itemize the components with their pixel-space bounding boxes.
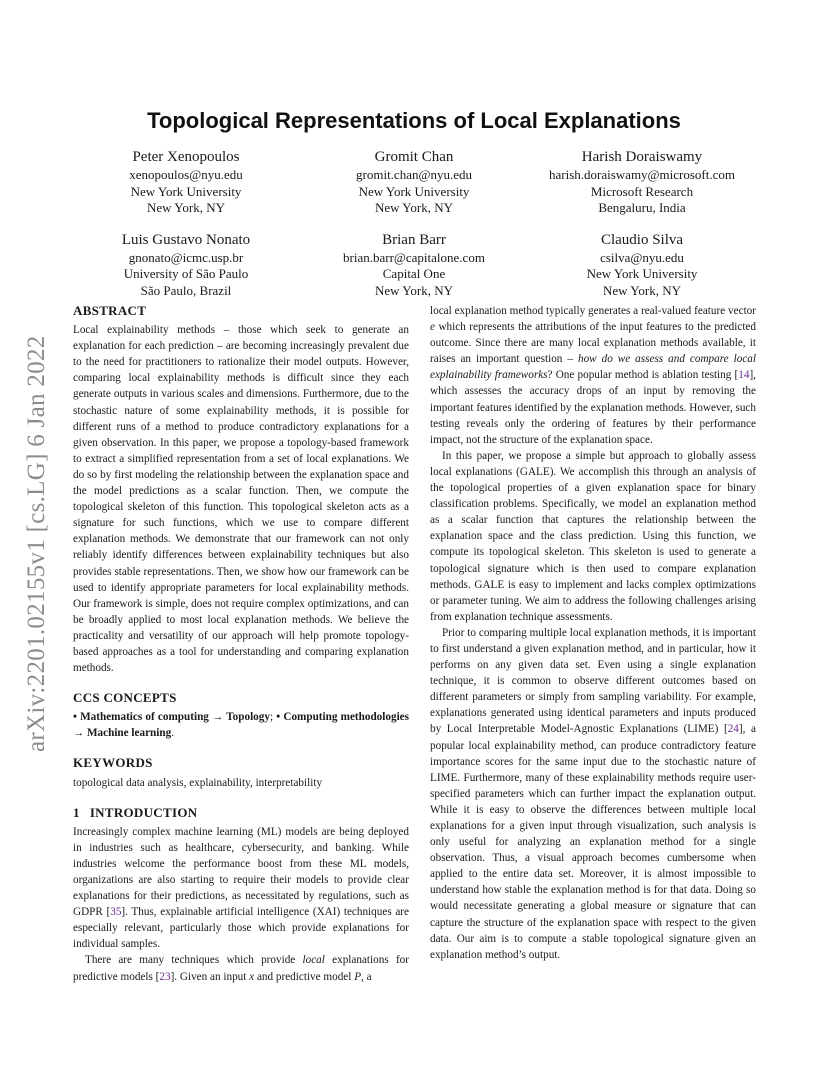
left-column — [73, 303, 409, 985]
author-location: New York, NY — [374, 282, 453, 298]
author-row-2 — [72, 231, 756, 300]
author-name: Peter Xenopoulos — [132, 149, 240, 165]
ccs-concepts: • Mathematics of computing → Topology; • Computing methodologies → Machine learning. — [73, 711, 409, 740]
citation-link[interactable]: 35 — [110, 906, 122, 919]
author-affiliation: University of São Paulo — [123, 266, 249, 281]
right-paragraph-3: Prior to comparing multiple local explanation methods, it is important to first understand a given explanation method, and in particular, how it performs on any given data set. Even using a single explanation technique, it is common to observe different outcomes based on different parameters or simply from sampling variability. For example, explanations generated using identical parameters and inputs produced by Local Interpretable Model-Agnostic Explanations (LIME) [24], a popular local explainability method, can produce contradictory feature importance scores for the same input due to the stochastic nature of LIME. Furthermore, many of these explainability methods require user-specified parameters which can further impact the explanation output. While it is easy to observe the differences between multiple local explanations for a given input through visualization, such analysis is only useful for analyzing an explanation method for a single observation. Thus, a visual approach becomes cumbersome when applied to the entire data set. Moreover, it is almost impossible to understand how stable the explanation method is for that data. Doing so would necessitate generating a global measure or signature that can capture the structure of the explanation space with respect to the given data. Our aim is to compute a stable topological signature given an explanation method’s output. — [430, 626, 756, 961]
author-location: Bengaluru, India — [598, 200, 686, 215]
keywords-text: topological data analysis, explainability, interpretability — [73, 776, 323, 789]
author-email: xenopoulos@nyu.edu — [129, 167, 243, 182]
author-name: Claudio Silva — [600, 231, 684, 248]
author-email: brian.barr@capitalone.com — [343, 249, 485, 265]
keywords-heading: KEYWORDS — [73, 755, 153, 771]
author-location: New York, NY — [602, 282, 681, 298]
author-entry — [300, 231, 528, 300]
author-name: Harish Doraiswamy — [581, 149, 703, 165]
author-email: harish.doraiswamy@microsoft.com — [549, 167, 735, 182]
author-email: gromit.chan@nyu.edu — [356, 167, 472, 182]
author-affiliation: Capital One — [382, 266, 446, 281]
author-entry — [72, 148, 300, 217]
arxiv-identifier: arXiv:2201.02155v1 [cs.LG] 6 Jan 2022 — [23, 335, 50, 752]
ccs-concept-ml: • Computing methodologies → Machine learning — [73, 711, 409, 740]
right-paragraph-1: local explanation method typically generates a real-valued feature vector e which represents the attributions of the input features to the predicted outcome. Since there are many local explanation methods available, it raises an important question – how do we assess and compare local explainability frameworks? One popular method is ablation testing [14], which assesses the accuracy drops of an input by removing the important features identified by the explanation methods. However, such testing reveals only the ordering of features by their performance impact, not the structure of the explanation space. — [430, 305, 756, 446]
intro-paragraph-1: Increasingly complex machine learning (ML) models are being deployed in industries such as healthcare, cybersecurity, and banking. While industries welcome the performance boost from these ML models, organizations are also starting to require their models to provide clear explanations for their predictions, as necessitated by regulations, such as GDPR [35]. Thus, explainable artificial intelligence (XAI) techniques are especially relevant, particularly those which provide explanations for individual samples. — [73, 825, 409, 951]
author-email: csilva@nyu.edu — [600, 249, 684, 265]
citation-link[interactable]: 14 — [738, 369, 750, 382]
citation-link[interactable]: 23 — [159, 970, 171, 983]
author-name: Gromit Chan — [374, 149, 454, 165]
ccs-heading: CCS CONCEPTS — [73, 690, 177, 706]
author-location: New York, NY — [146, 200, 225, 215]
abstract-text: Local explainability methods – those which seek to generate an explanation for each prediction – are becoming increasingly prevalent due to the need for practitioners to rationalize their model outputs. However, comparing local explainability methods is difficult since they each generate outputs in various scales and dimensions. Furthermore, due to the stochastic nature of some explainability methods, it is possible for different runs of a method to produce contradictory explanations for a given observation. In this paper, we propose a topology-based framework to extract a simplified representation from a set of local explanations. We do so by first modeling the relationship between the explanation space and the model predictions as a scalar function. Then, we compute the topological skeleton of this function. This topological skeleton acts as a signature for such functions, which we use to compare different explanation methods. We demonstrate that our framework can not only reliably identify differences between explainability techniques but also provides stable representations. Then, we show how our framework can be used to identify appropriate parameters for local explainability methods. Our framework is simple, does not require complex optimizations, and can be broadly applied to most local explanation methods. We believe the practicality and versatility of our approach will help promote topology-based approaches as a tool for understanding and comparing explanation methods. — [73, 324, 409, 675]
right-column — [430, 303, 756, 963]
intro-paragraph-2: There are many techniques which provide local explanations for predictive models [23]. Given an input x and predictive model P, a — [73, 954, 409, 983]
author-name: Brian Barr — [382, 231, 446, 248]
author-row-1 — [72, 148, 756, 217]
intro-heading: 1 INTRODUCTION — [73, 804, 198, 820]
paper-title: Topological Representations of Local Explanations — [147, 108, 681, 133]
abstract-heading: ABSTRACT — [73, 303, 147, 318]
author-location: São Paulo, Brazil — [140, 282, 232, 298]
ccs-concept-topology: • Mathematics of computing → Topology — [73, 711, 270, 724]
author-location: New York, NY — [374, 200, 453, 215]
author-affiliation: New York University — [586, 266, 698, 281]
citation-link[interactable]: 24 — [727, 723, 739, 736]
author-block — [72, 148, 756, 313]
author-affiliation: New York University — [130, 183, 242, 199]
author-email: gnonato@icmc.usp.br — [128, 249, 244, 265]
right-paragraph-2: In this paper, we propose a simple but approach to globally assess local explanations (GALE). We accomplish this through an analysis of the topological properties of a given explanation space for binary classification problems. Specifically, we model an explanation method as a scalar function that captures the relationship between the explanation space and the class prediction. Using this function, we compute its topological skeleton. This skeleton is used to generate a topological signature which is then used to compare explanation methods. GALE is easy to implement and lacks complex optimizations or parameter tuning. We aim to address the following challenges arising from explanation technique assessments. — [430, 449, 756, 623]
author-entry — [528, 148, 756, 217]
author-affiliation: Microsoft Research — [590, 183, 694, 199]
author-name: Luis Gustavo Nonato — [121, 231, 251, 248]
author-entry — [300, 148, 528, 217]
section-number: 1 — [73, 804, 80, 820]
author-entry — [72, 231, 300, 300]
author-entry — [528, 231, 756, 300]
author-affiliation: New York University — [358, 183, 470, 199]
